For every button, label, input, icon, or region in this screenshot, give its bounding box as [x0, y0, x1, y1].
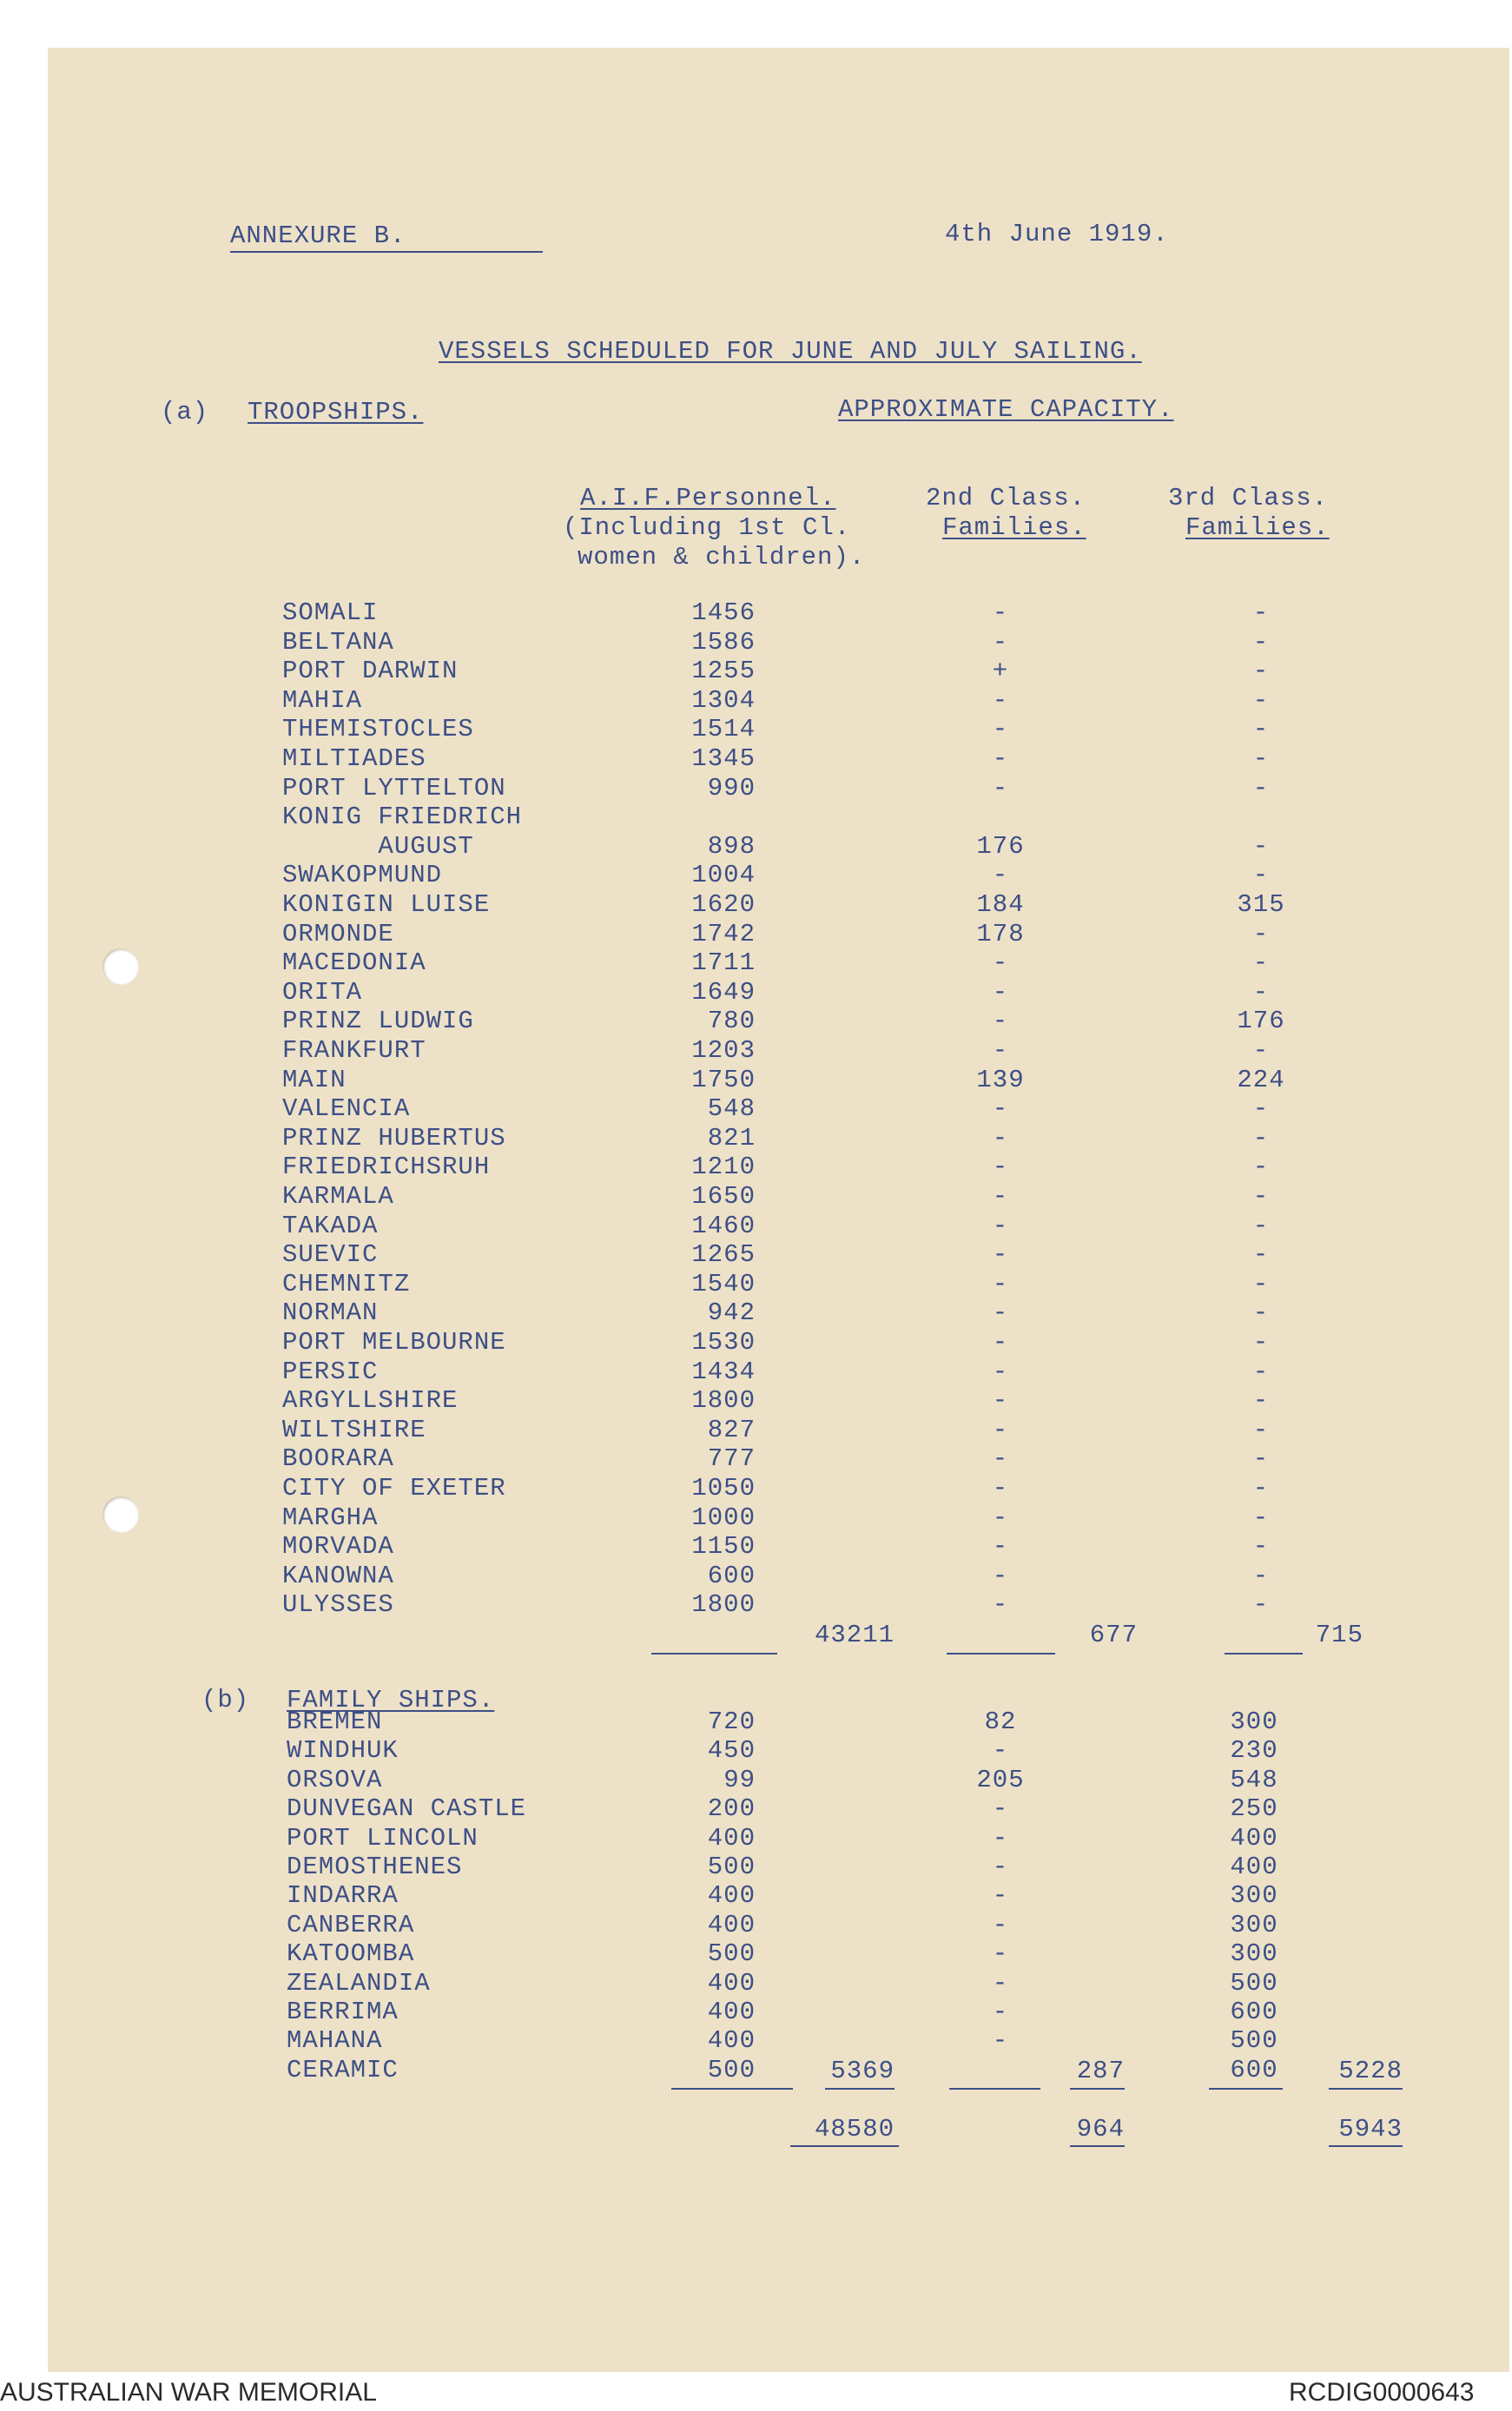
aif-personnel-value: 1514 — [691, 715, 756, 744]
vessel-name: CHEMNITZ — [282, 1269, 411, 1298]
third-class-value: 500 — [1230, 2026, 1278, 2056]
third-class-value: 176 — [1237, 1007, 1285, 1036]
third-class-value: - — [1252, 715, 1270, 744]
vessel-name: FRANKFURT — [282, 1036, 426, 1065]
aif-personnel-value: 1800 — [691, 1386, 756, 1416]
aif-personnel-value: 99 — [723, 1765, 756, 1794]
aif-personnel-value: 990 — [707, 773, 756, 803]
second-class-value: - — [992, 1298, 1009, 1328]
vessel-name: MAHANA — [287, 2026, 383, 2056]
aif-heading-line2: (Including 1st Cl. — [563, 513, 851, 542]
troopships-aif-rule — [651, 1653, 777, 1655]
second-class-value: 82 — [984, 1708, 1017, 1736]
aif-personnel-value: 1004 — [691, 861, 756, 890]
aif-personnel-value: 1456 — [691, 598, 756, 627]
second-class-value: - — [992, 861, 1009, 890]
second-class-value: - — [992, 1094, 1009, 1124]
third-class-value: 600 — [1230, 2055, 1278, 2084]
third-class-value: 548 — [1230, 1765, 1278, 1794]
second-class-value: - — [992, 1386, 1009, 1416]
second-class-heading-line2: Families. — [942, 513, 1086, 542]
aif-personnel-value: 1434 — [691, 1357, 756, 1386]
vessel-name: WINDHUK — [287, 1736, 399, 1766]
second-class-value: - — [992, 1357, 1009, 1386]
vessel-name: SWAKOPMUND — [282, 861, 443, 890]
third-class-value: - — [1252, 861, 1270, 890]
third-class-value: - — [1252, 948, 1270, 978]
vessel-name: KARMALA — [282, 1182, 394, 1211]
family-second-total-rule — [1070, 2088, 1125, 2090]
second-class-value: 178 — [976, 919, 1025, 948]
third-class-value: - — [1252, 1386, 1270, 1416]
third-class-value: - — [1252, 831, 1270, 861]
second-class-value: - — [992, 1532, 1009, 1562]
vessel-name: PORT LINCOLN — [287, 1823, 479, 1853]
grand-total-aif-rule — [790, 2145, 899, 2147]
third-class-value: - — [1252, 1240, 1270, 1270]
family-second-rule — [949, 2088, 1040, 2090]
third-class-value: - — [1252, 1561, 1270, 1590]
third-class-value: - — [1252, 1123, 1270, 1153]
aif-personnel-value: 1750 — [691, 1065, 756, 1094]
third-class-value: - — [1252, 1269, 1270, 1298]
third-class-value: - — [1252, 1474, 1270, 1503]
aif-personnel-value: 400 — [707, 1968, 756, 1998]
third-class-value: 250 — [1230, 1794, 1278, 1824]
family-third-rule — [1209, 2088, 1283, 2090]
third-class-value: - — [1252, 1182, 1270, 1211]
vessel-name: KONIGIN LUISE — [282, 890, 491, 919]
aif-personnel-value: 1540 — [691, 1269, 756, 1298]
vessel-name: BREMEN — [287, 1708, 383, 1736]
aif-personnel-value: 500 — [707, 2055, 756, 2084]
aif-personnel-value: 1050 — [691, 1474, 756, 1503]
troopships-total-aif: 43211 — [814, 1621, 895, 1649]
second-class-value: - — [992, 1269, 1009, 1298]
section-a-label: (a) — [161, 398, 209, 426]
aif-personnel-value: 821 — [707, 1123, 756, 1153]
vessel-name: PRINZ LUDWIG — [282, 1007, 474, 1036]
vessel-name: DUNVEGAN CASTLE — [287, 1794, 527, 1824]
second-class-value: - — [992, 1211, 1009, 1240]
aif-personnel-value: 1650 — [691, 1182, 756, 1211]
vessel-name: ULYSSES — [282, 1590, 394, 1620]
footer-record-id: RCDIG0000643 — [1289, 2378, 1475, 2407]
third-class-heading-line1: 3rd Class. — [1168, 484, 1329, 512]
section-b-label: (b) — [201, 1686, 250, 1714]
aif-personnel-value: 1150 — [691, 1532, 756, 1562]
footer-institution: AUSTRALIAN WAR MEMORIAL — [0, 2378, 377, 2407]
third-class-value: 300 — [1230, 1910, 1278, 1939]
second-class-value: - — [992, 1415, 1009, 1444]
aif-personnel-value: 500 — [707, 1939, 756, 1969]
aif-personnel-value: 1000 — [691, 1503, 756, 1532]
second-class-value: - — [992, 1328, 1009, 1357]
third-class-value: - — [1252, 1211, 1270, 1240]
aif-personnel-value: 1620 — [691, 890, 756, 919]
third-class-value: - — [1252, 1094, 1270, 1124]
grand-total-second: 964 — [1076, 2115, 1125, 2143]
punch-hole-top — [102, 948, 139, 985]
third-class-value: - — [1252, 1444, 1270, 1474]
vessel-name: NORMAN — [282, 1298, 379, 1328]
vessel-name: AUGUST — [282, 831, 474, 861]
second-class-value: + — [992, 657, 1009, 686]
vessel-name: THEMISTOCLES — [282, 715, 474, 744]
vessel-name: MILTIADES — [282, 744, 426, 773]
grand-total-third-rule — [1329, 2145, 1403, 2147]
third-class-value: - — [1252, 773, 1270, 803]
family-third-total-rule — [1329, 2088, 1403, 2090]
vessel-name: ZEALANDIA — [287, 1968, 431, 1998]
vessel-name: FRIEDRICHSRUH — [282, 1153, 491, 1182]
third-class-value: - — [1252, 1357, 1270, 1386]
third-class-value: - — [1252, 1503, 1270, 1532]
section-b-title: FAMILY SHIPS. — [287, 1686, 495, 1714]
vessel-name: BELTANA — [282, 627, 394, 657]
second-class-value: - — [992, 715, 1009, 744]
vessel-name: CANBERRA — [287, 1910, 415, 1939]
second-class-value: - — [992, 1503, 1009, 1532]
second-class-value: - — [992, 1794, 1009, 1824]
aif-personnel-value: 450 — [707, 1736, 756, 1766]
third-class-value: 300 — [1230, 1881, 1278, 1911]
grand-total-second-rule — [1070, 2145, 1125, 2147]
vessel-name: KONIG FRIEDRICH — [282, 803, 523, 832]
vessel-name: PRINZ HUBERTUS — [282, 1123, 506, 1153]
second-class-value: - — [992, 977, 1009, 1007]
troopships-second-rule — [947, 1653, 1055, 1655]
third-class-value: - — [1252, 1415, 1270, 1444]
third-class-value: - — [1252, 685, 1270, 715]
second-class-value: - — [992, 598, 1009, 627]
aif-personnel-value: 1530 — [691, 1328, 756, 1357]
third-class-value: 400 — [1230, 1853, 1278, 1881]
third-class-value: - — [1252, 744, 1270, 773]
second-class-value: - — [992, 1123, 1009, 1153]
aif-personnel-value: 1265 — [691, 1240, 756, 1270]
third-class-value: - — [1252, 919, 1270, 948]
second-class-value: 205 — [976, 1765, 1025, 1794]
second-class-value: - — [992, 685, 1009, 715]
aif-personnel-value: 400 — [707, 2026, 756, 2056]
third-class-value: - — [1252, 1036, 1270, 1065]
aif-personnel-value: 500 — [707, 1853, 756, 1881]
aif-personnel-value: 1210 — [691, 1153, 756, 1182]
second-class-value: 184 — [976, 890, 1025, 919]
third-class-value: 300 — [1230, 1708, 1278, 1736]
second-class-value: - — [992, 1736, 1009, 1766]
third-class-heading-line2: Families. — [1185, 513, 1330, 542]
vessel-name: INDARRA — [287, 1881, 399, 1911]
family-total-third: 5228 — [1338, 2057, 1403, 2085]
section-a-title: TROOPSHIPS. — [248, 398, 424, 426]
third-class-value: 230 — [1230, 1736, 1278, 1766]
third-class-value: - — [1252, 1532, 1270, 1562]
aif-personnel-value: 400 — [707, 1823, 756, 1853]
third-class-value: - — [1252, 1590, 1270, 1620]
vessel-name: CERAMIC — [287, 2055, 399, 2084]
punch-hole-bottom — [102, 1496, 139, 1533]
third-class-value: - — [1252, 1328, 1270, 1357]
aif-personnel-value: 1460 — [691, 1211, 756, 1240]
third-class-value: 315 — [1237, 890, 1285, 919]
third-class-value: - — [1252, 1298, 1270, 1328]
second-class-value: - — [992, 1007, 1009, 1036]
second-class-value: - — [992, 627, 1009, 657]
aif-personnel-value: 827 — [707, 1415, 756, 1444]
vessel-name: SUEVIC — [282, 1240, 379, 1270]
third-class-value: 224 — [1237, 1065, 1285, 1094]
second-class-value: - — [992, 1881, 1009, 1911]
second-class-heading-line1: 2nd Class. — [926, 484, 1086, 512]
aif-personnel-value: 898 — [707, 831, 756, 861]
aif-personnel-value: 400 — [707, 1881, 756, 1911]
aif-personnel-value: 548 — [707, 1094, 756, 1124]
family-total-aif: 5369 — [830, 2057, 895, 2085]
vessel-name: BOORARA — [282, 1444, 394, 1474]
aif-personnel-value: 600 — [707, 1561, 756, 1590]
third-class-value: 400 — [1230, 1823, 1278, 1853]
second-class-value: - — [992, 1910, 1009, 1939]
aif-personnel-value: 1586 — [691, 627, 756, 657]
third-class-value: - — [1252, 977, 1270, 1007]
second-class-value: - — [992, 744, 1009, 773]
aif-heading-line3: women & children). — [578, 543, 866, 571]
document-title: VESSELS SCHEDULED FOR JUNE AND JULY SAILING. — [439, 337, 1142, 366]
family-total-second: 287 — [1076, 2057, 1125, 2085]
capacity-heading: APPROXIMATE CAPACITY. — [838, 395, 1174, 424]
vessel-name: PORT LYTTELTON — [282, 773, 506, 803]
aif-personnel-value: 1304 — [691, 685, 756, 715]
second-class-value: - — [992, 1182, 1009, 1211]
vessel-name: KATOOMBA — [287, 1939, 415, 1969]
aif-personnel-value: 1800 — [691, 1590, 756, 1620]
second-class-value: - — [992, 1968, 1009, 1998]
family-aif-rule — [671, 2088, 793, 2090]
third-class-value: - — [1252, 627, 1270, 657]
aif-personnel-value: 1742 — [691, 919, 756, 948]
second-class-value: - — [992, 1853, 1009, 1881]
second-class-value: - — [992, 1998, 1009, 2026]
second-class-value: - — [992, 2026, 1009, 2056]
troopships-total-second: 677 — [1089, 1621, 1138, 1649]
second-class-value: 139 — [976, 1065, 1025, 1094]
troopships-third-rule — [1225, 1653, 1303, 1655]
aif-personnel-value: 400 — [707, 1998, 756, 2026]
second-class-value: - — [992, 1036, 1009, 1065]
aif-personnel-value: 400 — [707, 1910, 756, 1939]
second-class-value: - — [992, 1240, 1009, 1270]
vessel-name: ORMONDE — [282, 919, 394, 948]
vessel-name: KANOWNA — [282, 1561, 394, 1590]
aif-personnel-value: 942 — [707, 1298, 756, 1328]
annexure-underline — [230, 251, 543, 253]
vessel-name: MAIN — [282, 1065, 347, 1094]
second-class-value: - — [992, 1153, 1009, 1182]
vessel-name: SOMALI — [282, 598, 379, 627]
second-class-value: - — [992, 1590, 1009, 1620]
vessel-name: CITY OF EXETER — [282, 1474, 506, 1503]
vessel-name: TAKADA — [282, 1211, 379, 1240]
aif-personnel-value: 1255 — [691, 657, 756, 686]
third-class-value: 500 — [1230, 1968, 1278, 1998]
troopships-total-third: 715 — [1315, 1621, 1363, 1649]
aif-personnel-value: 777 — [707, 1444, 756, 1474]
aif-heading-line1: A.I.F.Personnel. — [580, 484, 836, 512]
vessel-name: MACEDONIA — [282, 948, 426, 978]
aif-personnel-value: 1203 — [691, 1036, 756, 1065]
third-class-value: - — [1252, 598, 1270, 627]
vessel-name: ORITA — [282, 977, 363, 1007]
annexure-label: ANNEXURE B. — [230, 221, 406, 250]
grand-total-aif: 48580 — [814, 2115, 895, 2143]
vessel-name: WILTSHIRE — [282, 1415, 426, 1444]
grand-total-third: 5943 — [1338, 2115, 1403, 2143]
third-class-value: 600 — [1230, 1998, 1278, 2026]
vessel-name: PORT DARWIN — [282, 657, 459, 686]
aif-personnel-value: 720 — [707, 1708, 756, 1736]
aif-personnel-value: 1649 — [691, 977, 756, 1007]
vessel-name: PORT MELBOURNE — [282, 1328, 506, 1357]
aif-personnel-value: 1711 — [691, 948, 756, 978]
vessel-name: PERSIC — [282, 1357, 379, 1386]
second-class-value: - — [992, 773, 1009, 803]
second-class-value: 176 — [976, 831, 1025, 861]
second-class-value: - — [992, 948, 1009, 978]
second-class-value: - — [992, 1939, 1009, 1969]
vessel-name: VALENCIA — [282, 1094, 411, 1124]
vessel-name: ARGYLLSHIRE — [282, 1386, 459, 1416]
third-class-value: 300 — [1230, 1939, 1278, 1969]
vessel-name: MAHIA — [282, 685, 363, 715]
vessel-name: MORVADA — [282, 1532, 394, 1562]
second-class-value: - — [992, 1823, 1009, 1853]
vessel-name: ORSOVA — [287, 1765, 383, 1794]
third-class-value: - — [1252, 1153, 1270, 1182]
vessel-name: MARGHA — [282, 1503, 379, 1532]
family-aif-total-rule — [825, 2088, 895, 2090]
aif-personnel-value: 780 — [707, 1007, 756, 1036]
second-class-value: - — [992, 1444, 1009, 1474]
aif-personnel-value: 1345 — [691, 744, 756, 773]
third-class-value: - — [1252, 657, 1270, 686]
vessel-name: DEMOSTHENES — [287, 1853, 463, 1881]
vessel-name: BERRIMA — [287, 1998, 399, 2026]
second-class-value: - — [992, 1561, 1009, 1590]
document-date: 4th June 1919. — [945, 220, 1169, 248]
second-class-value: - — [992, 1474, 1009, 1503]
aif-personnel-value: 200 — [707, 1794, 756, 1824]
